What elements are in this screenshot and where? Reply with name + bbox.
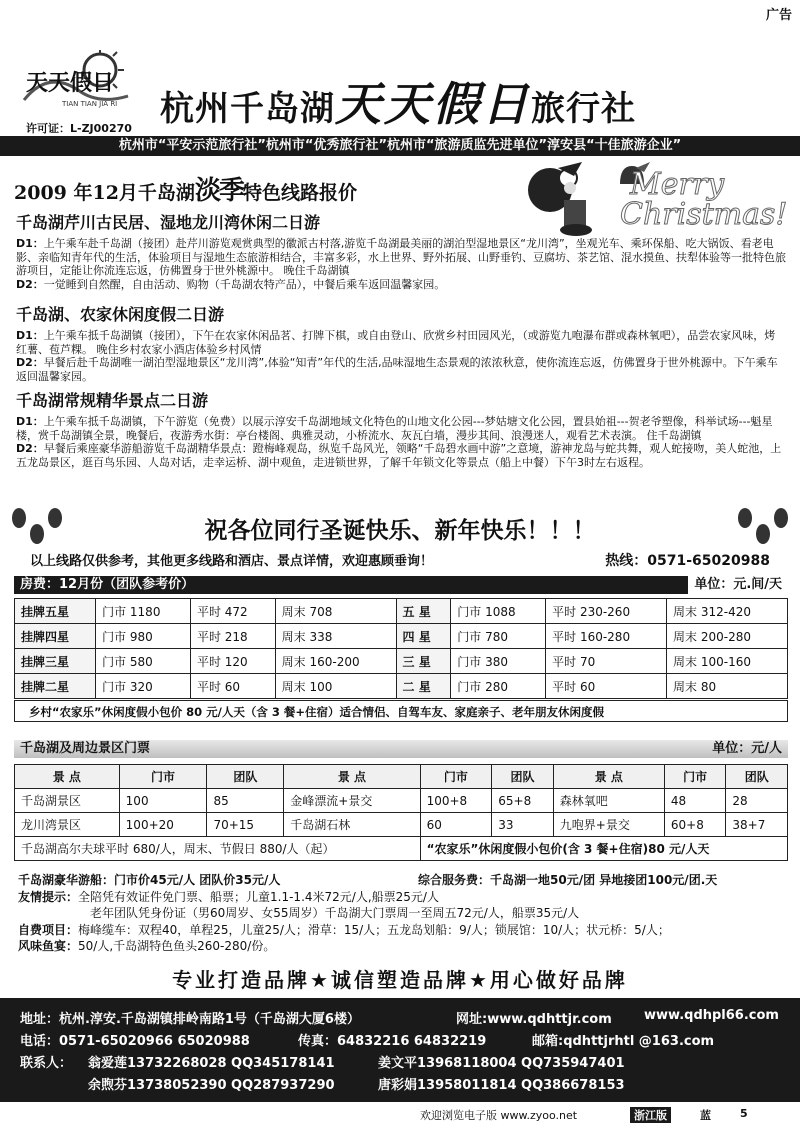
day-text: 上午乘车赴千岛湖（接团）赴芹川游览观赏典型的徽派古村落,游览千岛湖最美丽的湖泊型湿地景区“龙川湾”，坐观光车、乘环保船、吃大锅饭、看老电影、亲临知青年代的生活，体验项目与湿地生态旅游相结合，丰富多彩，水上世界、野外拓展、山野垂钓、豆腐坊、茶艺馆、混水摸鱼、扶犁体验等一批特色旅游项目，定能让你流连忘返，仿佛置身于世外桃源中。 晚住千岛湖镇 — [16, 237, 786, 277]
table-row — [15, 649, 788, 674]
table-cell: 三 星 — [396, 649, 451, 674]
column-header: 门市 — [119, 765, 207, 789]
ad-tag: 广告 — [765, 8, 792, 23]
company-pre: 杭州千岛湖 — [160, 89, 335, 129]
day-label: D1： — [16, 237, 44, 250]
table-cell: 平时 160-280 — [546, 624, 667, 649]
column-header: 景 点 — [553, 765, 664, 789]
note-text: 以上线路仅供参考，其他更多线路和酒店、景点详情，欢迎惠顾垂询！ — [30, 554, 434, 569]
contact-person: 唐彩娟13958011814 QQ386678153 — [378, 1078, 625, 1093]
table-cell: 门市 980 — [96, 624, 191, 649]
day-label: D1： — [16, 329, 44, 342]
table-header-row — [15, 765, 788, 789]
day-text: 一觉睡到自然醒，自由活动、购物（千岛湖农特产品），中餐后乘车返回温馨家园。 — [43, 277, 446, 291]
table-cell: 门市 1180 — [96, 599, 191, 624]
table-cell: 周末 100-160 — [667, 649, 788, 674]
table-row — [15, 624, 788, 649]
company-name — [160, 68, 636, 134]
table-cell: 平时 218 — [190, 624, 275, 649]
table-cell: 周末 80 — [667, 674, 788, 699]
room-unit: 单位：元.间/天 — [688, 576, 788, 594]
contact-person-label: 联系人： — [20, 1056, 73, 1071]
cruise-line — [18, 872, 788, 889]
table-cell: 平时 60 — [546, 674, 667, 699]
table-cell: 千岛湖石林 — [284, 813, 420, 837]
column-header: 景 点 — [284, 765, 420, 789]
column-header: 团队 — [492, 765, 554, 789]
hotline: 热线：0571-65020988 — [605, 553, 770, 569]
table-cell: 金峰漂流+景交 — [284, 789, 420, 813]
column-header: 门市 — [664, 765, 726, 789]
footer-edition: 浙江版 — [630, 1107, 671, 1123]
farm-cell: “农家乐”休闲度假小包价(含 3 餐+住宿)80 元/人天 — [420, 837, 787, 861]
route-day — [16, 329, 786, 356]
table-row — [15, 674, 788, 699]
day-text: 早餐后乘座豪华游船游览千岛湖精华景点：蹬梅峰观岛，纵览千岛风光，领略“千岛碧水画中游”之意境，游神龙岛与蛇共舞，观人蛇接吻，美人蛇池，上五龙岛景区，逛百鸟乐园、人岛对话，走幸运桥、湖中观鱼，走进锁世界，了解千年锁文化等景点（船上中餐）下午3时左右返程。 — [16, 442, 782, 469]
column-header: 门市 — [420, 765, 492, 789]
tips-text: 全陪凭有效证件免门票、船票；儿童1.1-1.4米72元/人,船票25元/人 — [78, 889, 439, 904]
footer-site: 欢迎浏览电子版 www.zyoo.net — [420, 1109, 578, 1122]
table-cell: 门市 280 — [451, 674, 546, 699]
table-cell: 平时 120 — [190, 649, 275, 674]
day-label: D2： — [16, 442, 44, 455]
promo-title — [14, 170, 357, 207]
table-cell: 28 — [726, 789, 788, 813]
day-text: 早餐后赴千岛湖唯一湖泊型湿地景区“龙川湾”,体验“知青”年代的生活,品味湿地生态景观的浓浓秋意，使你流连忘返，仿佛置身于世外桃源中。下午乘车返回温馨家园。 — [16, 356, 778, 383]
route-day — [16, 442, 786, 469]
table-row — [15, 599, 788, 624]
golf-cell: 千岛湖高尔夫球平时 680/人，周末、节假日 880/人（起） — [15, 837, 421, 861]
fish-feast-text: 50/人,千岛湖特色鱼头260-280/份。 — [78, 939, 276, 953]
scenic-ticket-table — [14, 764, 788, 861]
table-cell: 门市 1088 — [451, 599, 546, 624]
page-number: 5 — [740, 1107, 748, 1120]
tips-line — [18, 889, 788, 906]
table-cell: 龙川湾景区 — [15, 813, 120, 837]
website-link-2[interactable]: www.qdhpl66.com — [644, 1008, 779, 1023]
table-row — [15, 813, 788, 837]
route-2 — [16, 302, 786, 383]
table-cell: 周末 100 — [275, 674, 396, 699]
table-cell: 周末 160-200 — [275, 649, 396, 674]
self-pay-line — [18, 922, 788, 939]
scenic-title: 千岛湖及周边景区门票 — [20, 741, 151, 756]
table-cell: 48 — [664, 789, 726, 813]
logo-text: 天天假日 — [26, 70, 115, 96]
route-title: 千岛湖芹川古民居、湿地龙川湾休闲二日游 — [16, 213, 321, 232]
honors-bar: 杭州市“平安示范旅行社”杭州市“优秀旅行社”杭州市“旅游质监先进单位”淳安县“十佳旅游企业” — [0, 136, 800, 156]
fish-feast-line — [18, 938, 788, 955]
table-cell: 100 — [119, 789, 207, 813]
fax: 传真：64832216 64832219 — [298, 1034, 487, 1049]
christmas-text: Christmas! — [620, 197, 788, 232]
table-cell: 九咆界+景交 — [553, 813, 664, 837]
merry-text: Merry — [630, 167, 725, 202]
route-day — [16, 278, 786, 292]
table-cell: 平时 230-260 — [546, 599, 667, 624]
table-cell: 周末 708 — [275, 599, 396, 624]
page-footer — [0, 1104, 800, 1123]
promo-title-accent: 淡季 — [194, 176, 243, 206]
cruise-price: 千岛湖豪华游船：门市价45元/人 团队价35元/人 — [18, 873, 281, 887]
route-title: 千岛湖常规精华景点二日游 — [16, 391, 209, 410]
day-label: D2： — [16, 277, 44, 291]
logo — [18, 50, 130, 120]
table-cell: 森林氧吧 — [553, 789, 664, 813]
table-cell: 85 — [207, 789, 284, 813]
table-cell: 70+15 — [207, 813, 284, 837]
route-title: 千岛湖、农家休闲度假二日游 — [16, 305, 225, 324]
address: 地址：杭州.淳安.千岛湖镇排岭南路1号（千岛湖大厦6楼） — [20, 1012, 360, 1027]
table-cell: 千岛湖景区 — [15, 789, 120, 813]
table-cell: 周末 200-280 — [667, 624, 788, 649]
table-cell: 挂牌五星 — [15, 599, 96, 624]
table-cell: 平时 472 — [190, 599, 275, 624]
website-link[interactable]: 网址:www.qdhttjr.com — [456, 1012, 612, 1027]
room-price-table — [14, 598, 788, 699]
email-link[interactable]: 邮箱:qdhttjrhtl @163.com — [532, 1034, 715, 1049]
route-1 — [16, 210, 786, 291]
table-cell: 挂牌四星 — [15, 624, 96, 649]
phone: 电话：0571-65020966 65020988 — [20, 1034, 250, 1049]
footer-color: 蓝 — [700, 1109, 711, 1122]
contact-person: 余煦芬13738052390 QQ287937290 — [88, 1078, 335, 1093]
route-day — [16, 415, 786, 442]
contact-person: 翁爱莲13732268028 QQ345178141 — [88, 1056, 335, 1071]
day-label: D1： — [16, 415, 44, 428]
contact-person: 姜文平13968118004 QQ735947401 — [378, 1056, 625, 1071]
table-cell: 五 星 — [396, 599, 451, 624]
table-cell: 平时 70 — [546, 649, 667, 674]
tips-line-2: 老年团队凭身份证（男60周岁、女55周岁）千岛湖大门票周一至周五72元/人，船票35元/人 — [90, 906, 580, 920]
farm-package-note: 乡村“农家乐”休闲度假小包价 80 元/人天（含 3 餐+住宿）适合情侣、自驾车友、家庭亲子、老年朋友休闲度假 — [14, 700, 788, 722]
table-cell: 周末 312-420 — [667, 599, 788, 624]
misc-info — [18, 872, 788, 955]
table-cell: 门市 780 — [451, 624, 546, 649]
table-cell: 四 星 — [396, 624, 451, 649]
table-row — [15, 837, 788, 861]
route-3 — [16, 388, 786, 469]
scenic-unit: 单位：元/人 — [712, 741, 782, 756]
day-text: 上午乘车抵千岛湖镇，下午游览（免费）以展示淳安千岛湖地域文化特色的山地文化公园---梦姑塘文化公园，置县始祖---贺老爷塑像，科举试场---魁星楼，赏千岛湖镇全景，晚餐后，夜游秀水街：亭台楼阁、典雅灵动，小桥流水、灰瓦白墙，漫步其间、浪漫迷人，观看艺术表演。 住千岛湖镇 — [16, 415, 773, 442]
room-title: 房费：12月份（团队参考价） — [20, 577, 195, 592]
table-cell: 门市 380 — [451, 649, 546, 674]
day-text: 上午乘车抵千岛湖镇（接团），下午在农家休闲品茗、打牌下棋，或自由登山、欣赏乡村田园风光，（或游览九咆瀑布群或森林氧吧），品尝农家风味，烤红薯、苞芦粿。 晚住乡村农家小酒店体验乡村风情 — [16, 329, 776, 356]
column-header: 团队 — [726, 765, 788, 789]
route-day — [16, 356, 786, 383]
table-cell: 平时 60 — [190, 674, 275, 699]
promo-title-pre: 2009 年12月千岛湖 — [14, 182, 195, 204]
promo-title-post: 特色线路报价 — [242, 182, 357, 204]
inquiry-note — [30, 550, 790, 569]
logo-sub: TIAN TIAN JIA RI — [62, 100, 118, 108]
brand-slogan: 专业打造品牌★诚信塑造品牌★用心做好品牌 — [172, 968, 628, 992]
route-day — [16, 237, 786, 278]
room-header — [14, 576, 788, 594]
tips-label: 友情提示： — [18, 889, 79, 904]
table-cell: 100+8 — [420, 789, 492, 813]
table-cell: 60+8 — [664, 813, 726, 837]
table-cell: 挂牌二星 — [15, 674, 96, 699]
table-cell: 38+7 — [726, 813, 788, 837]
table-cell: 挂牌三星 — [15, 649, 96, 674]
table-cell: 门市 580 — [96, 649, 191, 674]
table-cell: 60 — [420, 813, 492, 837]
table-cell: 门市 320 — [96, 674, 191, 699]
fish-feast-label: 风味鱼宴： — [18, 939, 79, 953]
service-fee: 综合服务费：千岛湖一地50元/团 异地接团100元/团.天 — [418, 873, 718, 887]
table-cell: 100+20 — [119, 813, 207, 837]
column-header: 景 点 — [15, 765, 120, 789]
company-big: 天天假日 — [335, 77, 531, 131]
self-pay-label: 自费项目： — [18, 922, 79, 937]
license: 许可证：L-ZJ00270 — [26, 122, 132, 135]
table-cell: 65+8 — [492, 789, 554, 813]
table-row — [15, 789, 788, 813]
company-post: 旅行社 — [531, 89, 636, 129]
table-cell: 二 星 — [396, 674, 451, 699]
header — [0, 22, 800, 135]
column-header: 团队 — [207, 765, 284, 789]
sun-logo-icon — [18, 50, 130, 110]
scenic-header — [14, 740, 788, 758]
day-label: D2： — [16, 356, 44, 369]
contact-panel — [0, 998, 800, 1102]
self-pay-text: 梅峰缆车：双程40，单程25，儿童25/人；滑草：15/人；五龙岛划船：9/人；锁展馆：10/人；状元桥：5/人； — [78, 922, 670, 937]
greeting: 祝各位同行圣诞快乐、新年快乐！！！ — [204, 517, 596, 544]
table-cell: 33 — [492, 813, 554, 837]
table-cell: 周末 338 — [275, 624, 396, 649]
